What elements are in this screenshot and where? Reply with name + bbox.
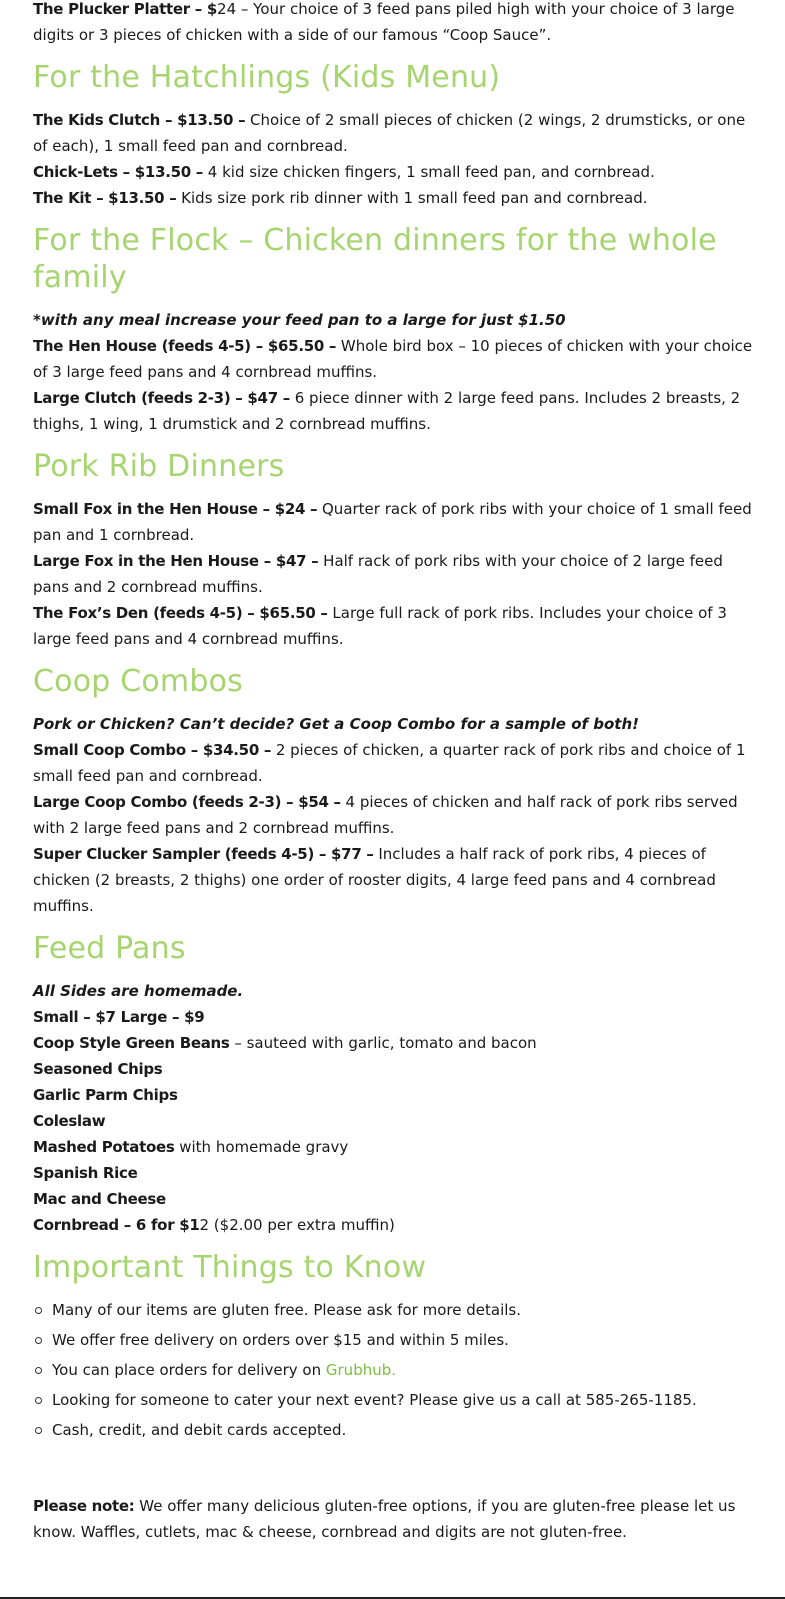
list-item-text: We offer free delivery on orders over $15 and within 5 miles. (52, 1331, 509, 1349)
list-item-text: Cash, credit, and debit cards accepted. (52, 1421, 347, 1439)
item-desc: Choice of 2 small pieces of chicken (2 wings, 2 drumsticks, or one of each), 1 small feed pan and cornbread. (33, 111, 746, 155)
bullet-icon (35, 1427, 42, 1434)
feed-note (33, 978, 753, 1004)
note-text: *with any meal increase your feed pan to a large for just $1.50 (33, 311, 566, 329)
item-name: Mac and Cheese (33, 1190, 166, 1208)
item-desc: Quarter rack of pork ribs with your choice of 1 small feed pan and 1 cornbread. (33, 500, 752, 544)
item-desc: 4 pieces of chicken and half rack of pork ribs served with 2 large feed pans and 2 cornbread muffins. (33, 793, 738, 837)
item-name: Spanish Rice (33, 1164, 138, 1182)
bullet-icon (35, 1367, 42, 1374)
menu-item (33, 548, 753, 600)
list-item-text: You can place orders for delivery on (52, 1361, 326, 1379)
note-text: All Sides are homemade. (33, 982, 244, 1000)
item-desc: Kids size pork rib dinner with 1 small feed pan and cornbread. (176, 189, 648, 207)
item-desc: – Your choice of 3 feed pans piled high with your choice of 3 large digits or 3 pieces of chicken with a side of our famous “Coop Sauce”. (33, 0, 735, 44)
know-list (33, 1297, 753, 1447)
item-desc: Half rack of pork ribs with your choice of 2 large feed pans and 2 cornbread muffins. (33, 552, 723, 596)
combos-heading: Coop Combos (33, 664, 243, 699)
item-name: Mashed Potatoes (33, 1138, 175, 1156)
menu-item (33, 107, 753, 159)
combos-note (33, 711, 753, 737)
list-item (33, 1297, 753, 1327)
item-desc: 4 kid size chicken fingers, 1 small feed pan, and cornbread. (203, 163, 655, 181)
item-desc: – sauteed with garlic, tomato and bacon (229, 1034, 537, 1052)
feed-sizes (33, 1004, 753, 1030)
item-desc: Large full rack of pork ribs. Includes your choice of 3 large feed pans and 4 cornbread muffins. (33, 604, 727, 648)
item-name: Small Coop Combo – $34.50 – (33, 741, 272, 759)
pork-heading: Pork Rib Dinners (33, 449, 285, 484)
hatchlings-heading: For the Hatchlings (Kids Menu) (33, 60, 501, 95)
side-item (33, 1030, 753, 1056)
item-desc: Includes a half rack of pork ribs, 4 pieces of chicken (2 breasts, 2 thighs) one order of rooster digits, 4 large feed pans and 4 cornbread muffins. (33, 845, 716, 915)
item-desc: Whole bird box – 10 pieces of chicken with your choice of 3 large feed pans and 4 cornbread muffins. (33, 337, 753, 381)
side-item (33, 1134, 753, 1160)
bullet-icon (35, 1397, 42, 1404)
side-item (33, 1082, 753, 1108)
side-item (33, 1108, 753, 1134)
menu-page (33, 0, 753, 1545)
side-item (33, 1160, 753, 1186)
item-name: The Kit – $13.50 – (33, 189, 177, 207)
list-item (33, 1387, 753, 1417)
item-name: The Plucker Platter – $ (33, 0, 218, 18)
list-item (33, 1417, 753, 1447)
item-desc: 2 ($2.00 per extra muffin) (199, 1216, 395, 1234)
menu-item (33, 737, 753, 789)
menu-item (33, 789, 753, 841)
item-name: Cornbread – 6 for $1 (33, 1216, 200, 1234)
item-name: Coop Style Green Beans (33, 1034, 230, 1052)
note-text: We offer many delicious gluten-free options, if you are gluten-free please let us know. Waffles, cutlets, mac & cheese, cornbread and digits are not gluten-free. (33, 1497, 736, 1541)
gluten-free-note (33, 1493, 753, 1545)
menu-item (33, 333, 753, 385)
item-name: Coleslaw (33, 1112, 106, 1130)
note-text: Pork or Chicken? Can’t decide? Get a Coop Combo for a sample of both! (33, 715, 639, 733)
item-name: Chick-Lets – $13.50 – (33, 163, 204, 181)
side-item (33, 1056, 753, 1082)
plucker-platter-item (33, 0, 753, 48)
item-name: Large Fox in the Hen House – $47 – (33, 552, 319, 570)
grubhub-link[interactable]: Grubhub. (325, 1361, 397, 1379)
know-heading: Important Things to Know (33, 1250, 427, 1285)
item-desc: with homemade gravy (174, 1138, 349, 1156)
list-item (33, 1327, 753, 1357)
list-item-text: Many of our items are gluten free. Please ask for more details. (52, 1301, 521, 1319)
menu-item (33, 185, 753, 211)
item-name: Large Clutch (feeds 2-3) – $47 – (33, 389, 290, 407)
note-label: Please note: (33, 1497, 135, 1515)
menu-item (33, 841, 753, 919)
item-name: The Hen House (feeds 4-5) – $65.50 – (33, 337, 337, 355)
item-desc: 2 pieces of chicken, a quarter rack of pork ribs and choice of 1 small feed pan and cornbread. (33, 741, 746, 785)
item-name: Super Clucker Sampler (feeds 4-5) – $77 – (33, 845, 374, 863)
item-name: Garlic Parm Chips (33, 1086, 178, 1104)
bullet-icon (35, 1337, 42, 1344)
menu-item (33, 159, 753, 185)
item-name: Small Fox in the Hen House – $24 – (33, 500, 318, 518)
sizes-text: Small – $7 Large – $9 (33, 1008, 205, 1026)
menu-item (33, 600, 753, 652)
side-item (33, 1212, 753, 1238)
menu-item (33, 385, 753, 437)
item-price: 24 (217, 0, 237, 18)
side-item (33, 1186, 753, 1212)
item-desc: 6 piece dinner with 2 large feed pans. Includes 2 breasts, 2 thighs, 1 wing, 1 drumstick and 2 cornbread muffins. (33, 389, 741, 433)
flock-heading: For the Flock – Chicken dinners for the whole family (33, 223, 717, 295)
menu-item (33, 496, 753, 548)
list-item (33, 1357, 753, 1387)
flock-note (33, 307, 753, 333)
item-name: The Kids Clutch – $13.50 – (33, 111, 246, 129)
item-name: The Fox’s Den (feeds 4-5) – $65.50 – (33, 604, 328, 622)
item-name: Seasoned Chips (33, 1060, 163, 1078)
item-name: Large Coop Combo (feeds 2-3) – $54 – (33, 793, 341, 811)
bullet-icon (35, 1307, 42, 1314)
list-item-text: Looking for someone to cater your next event? Please give us a call at 585-265-1185. (52, 1391, 697, 1409)
feed-heading: Feed Pans (33, 931, 186, 966)
